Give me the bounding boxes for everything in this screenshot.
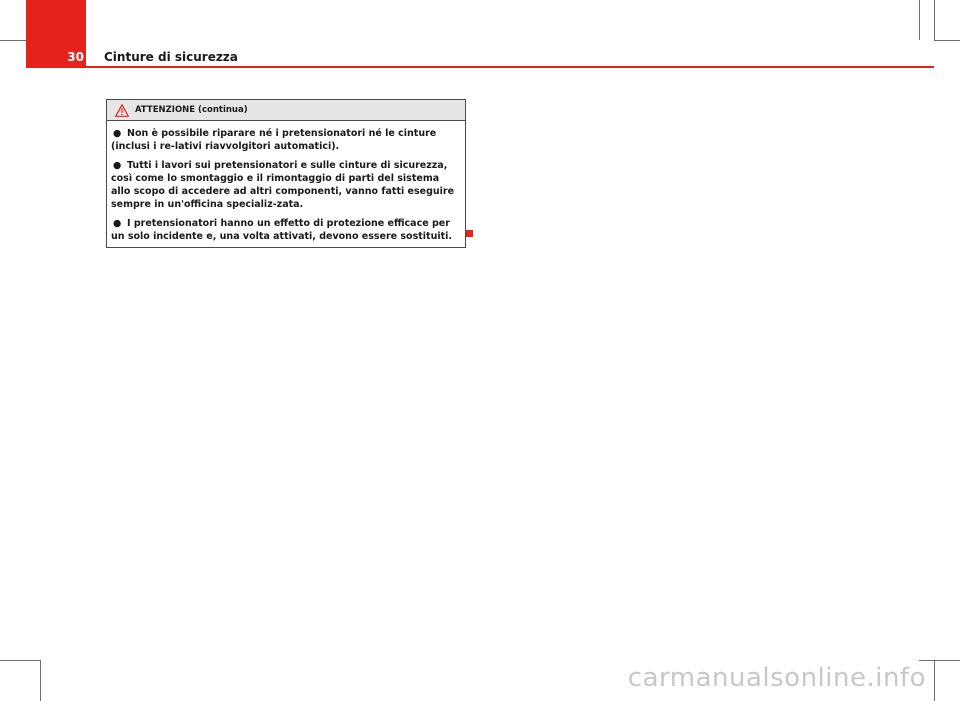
page-number: 30 bbox=[67, 50, 84, 64]
watermark: carmanualsonline.info bbox=[627, 663, 926, 693]
list-item: ● Tutti i lavori sui pretensionatori e sulle cinture di sicurezza, così come lo smontaggio e il rimontaggio di parti del sistema allo scopo di accedere ad altri componenti, vanno fatti eseguire sempre in un'officina specializ-zata. bbox=[111, 160, 455, 210]
crop-mark bbox=[40, 660, 41, 701]
crop-mark bbox=[0, 660, 40, 661]
list-item: ● I pretensionatori hanno un effetto di protezione efficace per un solo incidente e, una volta attivati, devono essere sostituiti. bbox=[111, 218, 453, 242]
list-item: ● Non è possibile riparare né i pretensionatori né le cinture (inclusi i re-lativi riavvolgitori automatici). bbox=[111, 128, 437, 152]
crop-mark bbox=[934, 660, 935, 701]
crop-mark bbox=[919, 660, 960, 661]
page-title: Cinture di sicurezza bbox=[104, 50, 238, 64]
crop-mark bbox=[934, 0, 935, 40]
warning-triangle-icon bbox=[115, 104, 129, 117]
crop-mark bbox=[919, 0, 920, 40]
warning-heading: ATTENZIONE (continua) bbox=[135, 105, 248, 115]
section-end-mark bbox=[466, 230, 473, 237]
header-rule bbox=[86, 66, 934, 68]
warning-body bbox=[107, 121, 465, 247]
bullet-icon: ● bbox=[113, 160, 122, 171]
bullet-icon: ● bbox=[113, 128, 122, 139]
warning-box bbox=[106, 99, 466, 248]
page-number-tab bbox=[26, 0, 86, 48]
crop-mark bbox=[934, 40, 960, 41]
bullet-icon: ● bbox=[113, 218, 122, 229]
warning-header bbox=[107, 100, 465, 121]
